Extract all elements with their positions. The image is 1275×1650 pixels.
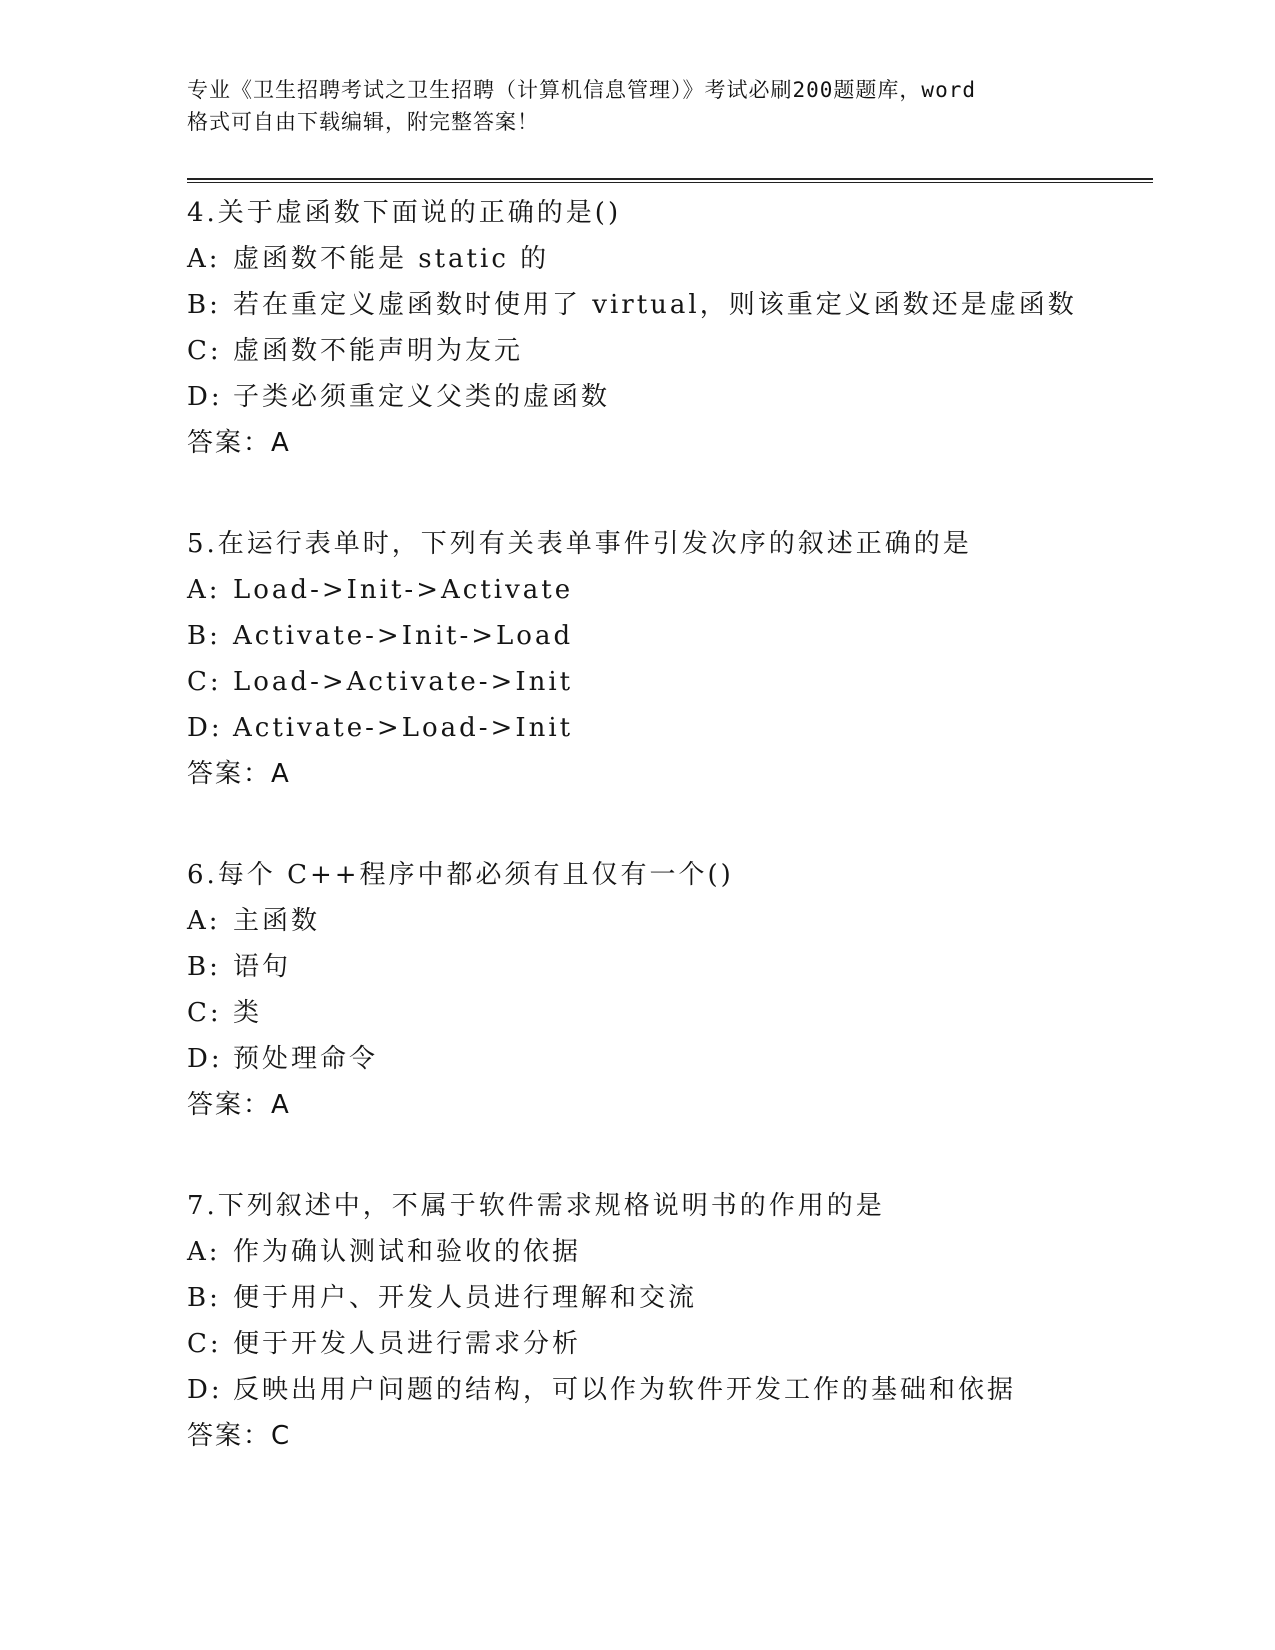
- question-4: [187, 190, 1147, 466]
- option-key: D:: [187, 713, 223, 743]
- option-c: [187, 990, 1147, 1036]
- option-d: [187, 705, 1147, 751]
- option-key: D:: [187, 1375, 223, 1405]
- option-text: 作为确认测试和验收的依据: [233, 1237, 582, 1267]
- option-a: [187, 567, 1147, 613]
- answer: 答案：A: [187, 1090, 291, 1120]
- option-key: A:: [187, 906, 221, 936]
- option-key: C:: [187, 998, 222, 1028]
- option-key: A:: [187, 575, 221, 605]
- answer: 答案：C: [187, 1421, 292, 1451]
- answer: 答案：A: [187, 428, 291, 458]
- answer: 答案：A: [187, 759, 291, 789]
- question-stem: 5.在运行表单时，下列有关表单事件引发次序的叙述正确的是: [187, 529, 972, 559]
- option-text: 反映出用户问题的结构，可以作为软件开发工作的基础和依据: [233, 1375, 1017, 1405]
- option-text: Activate->Init->Load: [233, 621, 574, 651]
- header-line-2: 格式可自由下载编辑，附完整答案！: [187, 110, 539, 134]
- option-text: 类: [233, 998, 263, 1028]
- option-text: 便于用户、开发人员进行理解和交流: [233, 1283, 698, 1313]
- option-text: 主函数: [233, 906, 321, 936]
- option-c: [187, 659, 1147, 705]
- option-key: C:: [187, 336, 222, 366]
- option-b: [187, 1275, 1147, 1321]
- option-key: D:: [187, 382, 223, 412]
- option-key: B:: [187, 952, 221, 982]
- option-text: 虚函数不能是 static 的: [233, 244, 550, 274]
- option-text: 虚函数不能声明为友元: [233, 336, 524, 366]
- option-key: A:: [187, 1237, 221, 1267]
- option-text: Activate->Load->Init: [233, 713, 574, 743]
- page-header: [187, 74, 1087, 138]
- option-key: C:: [187, 667, 222, 697]
- option-key: B:: [187, 290, 221, 320]
- question-6: [187, 852, 1147, 1128]
- option-b: [187, 282, 1147, 328]
- option-a: [187, 236, 1147, 282]
- question-7: [187, 1183, 1147, 1459]
- option-text: Load->Init->Activate: [233, 575, 574, 605]
- option-a: [187, 898, 1147, 944]
- option-d: [187, 1036, 1147, 1082]
- option-a: [187, 1229, 1147, 1275]
- option-text: 预处理命令: [233, 1044, 379, 1074]
- option-text: 子类必须重定义父类的虚函数: [233, 382, 611, 412]
- option-key: A:: [187, 244, 221, 274]
- question-list: [187, 190, 1147, 1514]
- option-key: C:: [187, 1329, 222, 1359]
- option-text: 若在重定义虚函数时使用了 virtual，则该重定义函数还是虚函数: [233, 290, 1077, 320]
- option-key: B:: [187, 1283, 221, 1313]
- option-d: [187, 374, 1147, 420]
- option-key: D:: [187, 1044, 223, 1074]
- option-text: 语句: [233, 952, 292, 982]
- option-c: [187, 1321, 1147, 1367]
- option-b: [187, 613, 1147, 659]
- option-b: [187, 944, 1147, 990]
- question-stem: 7.下列叙述中，不属于软件需求规格说明书的作用的是: [187, 1191, 885, 1221]
- question-stem: 6.每个 C++程序中都必须有且仅有一个(): [187, 860, 734, 890]
- header-divider: [187, 178, 1153, 183]
- option-key: B:: [187, 621, 221, 651]
- option-d: [187, 1367, 1147, 1413]
- option-c: [187, 328, 1147, 374]
- option-text: Load->Activate->Init: [233, 667, 574, 697]
- question-stem: 4.关于虚函数下面说的正确的是(): [187, 198, 622, 228]
- option-text: 便于开发人员进行需求分析: [233, 1329, 582, 1359]
- question-5: [187, 521, 1147, 797]
- header-line-1: 专业《卫生招聘考试之卫生招聘（计算机信息管理）》考试必刷200题题库，word: [187, 78, 976, 102]
